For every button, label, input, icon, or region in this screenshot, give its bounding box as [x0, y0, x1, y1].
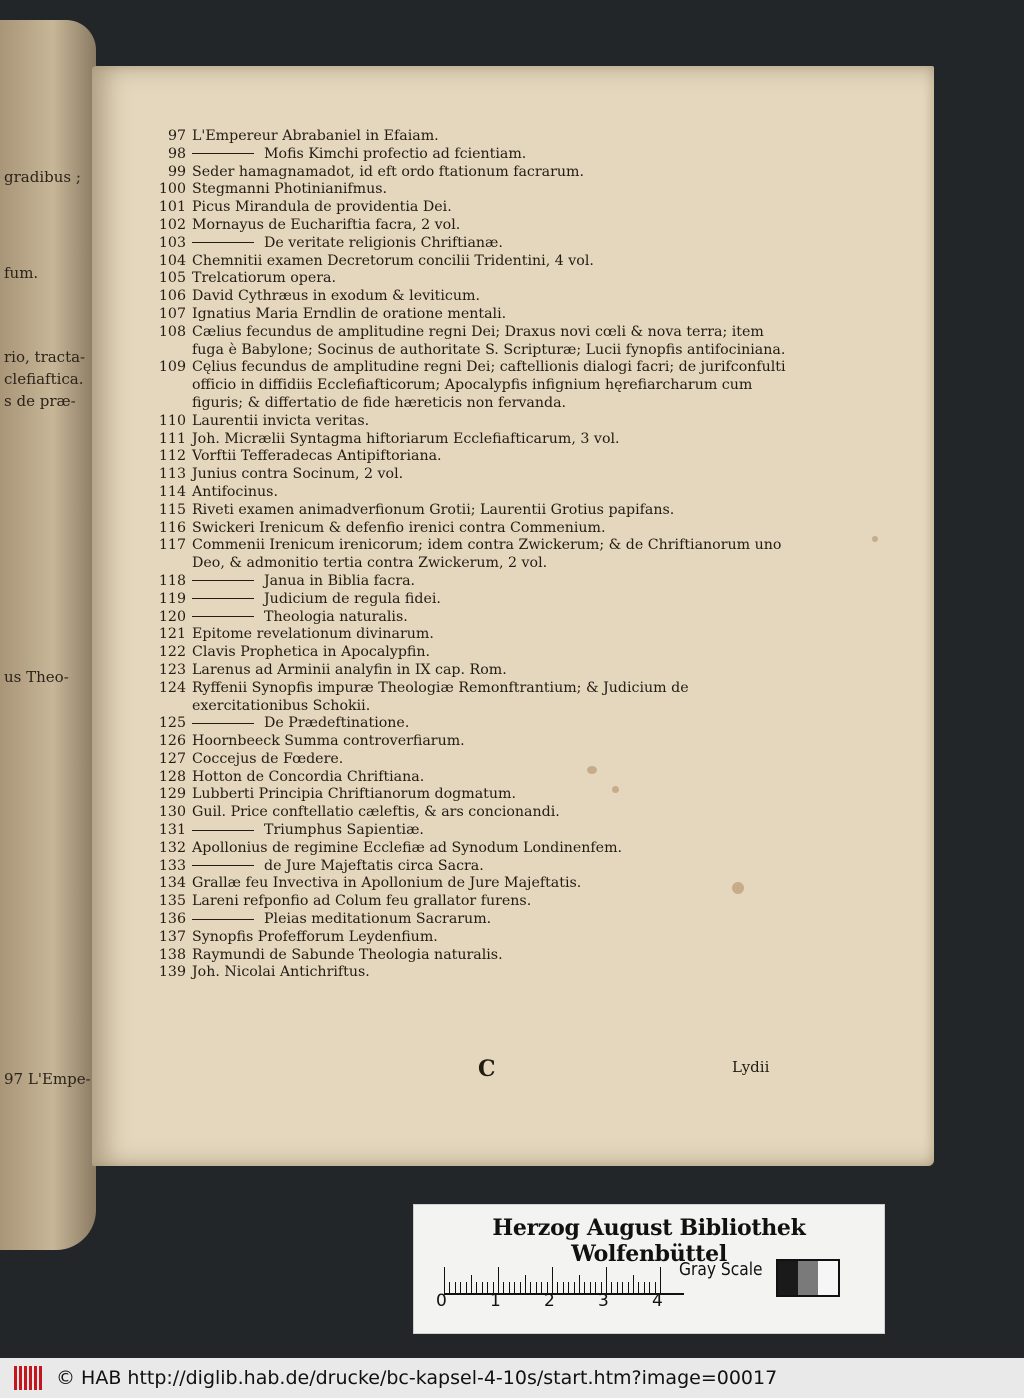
catalogue-entry: [150, 715, 800, 733]
entry-number: 99: [167, 163, 186, 180]
entry-text: Junius contra Socinum, 2 vol.: [192, 466, 404, 483]
signature-mark: C: [478, 1056, 496, 1082]
catalogue-entry: [150, 235, 800, 253]
entry-number: 117: [158, 537, 186, 554]
entry-number: 135: [158, 893, 186, 910]
entry-text: Cęlius fecundus de amplitudine regni Dei; caftellionis dialogi facri; de jurifconfulti officio in diffidiis Ecclefiafticorum; Apocalypfis infignium hęrefiarcharum cum figuris; & differtatio de fide hæreticis non fervanda.: [192, 359, 786, 411]
entry-title: [192, 591, 800, 609]
left-page-fragment: gradibus ;: [4, 168, 81, 186]
entry-text: Laurentii invicta veritas.: [192, 412, 370, 429]
entry-number: 139: [158, 964, 186, 981]
entry-text: De veritate religionis Chriftianæ.: [264, 234, 503, 251]
entry-title: [192, 253, 800, 271]
entry-text: Antifocinus.: [192, 483, 278, 500]
entry-text: Commenii Irenicum irenicorum; idem contra Zwickerum; & de Chriftianorum uno Deo, & admonitio tertia contra Zwickerum, 2 vol.: [192, 537, 782, 572]
catalogue-entry: [150, 609, 800, 627]
entry-title: [192, 484, 800, 502]
catalogue-entry: [150, 875, 800, 893]
catalogue-entry: [150, 911, 800, 929]
entry-title: [192, 466, 800, 484]
catalogue-entry: [150, 591, 800, 609]
entry-number: 108: [158, 323, 186, 340]
entry-number: 109: [158, 359, 186, 376]
ruler-tick: [660, 1267, 661, 1293]
entry-title: [192, 858, 800, 876]
ruler-tick: [444, 1267, 445, 1293]
entry-text: Cælius fecundus de amplitudine regni Dei; Draxus novi cœli & nova terra; item fuga è Babylone; Socinus de authoritate S. Scripturæ; Lucii fynopfis antifociniana.: [192, 323, 786, 358]
ruler-number: 3: [598, 1291, 609, 1311]
entry-number: 107: [158, 305, 186, 322]
entry-title: [192, 573, 800, 591]
entry-text: Ignatius Maria Erndlin de oratione mentali.: [192, 305, 507, 322]
entry-number: 118: [158, 572, 186, 589]
catalogue-entry: [150, 786, 800, 804]
ruler-tick: [498, 1267, 499, 1293]
catalogue-entry: [150, 431, 800, 449]
entry-number: 105: [158, 270, 186, 287]
entry-title: [192, 929, 800, 947]
swatch-gray: [798, 1261, 818, 1295]
entry-text: David Cythræus in exodum & leviticum.: [192, 288, 480, 305]
entry-text: Chemnitii examen Decretorum concilii Tridentini, 4 vol.: [192, 252, 594, 269]
catalogue-entry: [150, 181, 800, 199]
ruler-number: 0: [436, 1291, 447, 1311]
entry-text: Joh. Micrælii Syntagma hiftoriarum Ecclefiafticarum, 3 vol.: [192, 430, 620, 447]
catalogue-entry: [150, 146, 800, 164]
entry-title: [192, 520, 800, 538]
entry-number: 114: [158, 483, 186, 500]
catalogue-entry: [150, 822, 800, 840]
entry-number: 98: [167, 145, 186, 162]
entry-title: [192, 644, 800, 662]
entry-number: 115: [158, 501, 186, 518]
entry-text: Grallæ feu Invectiva in Apollonium de Jure Majeftatis.: [192, 875, 582, 892]
foxing-spot: [872, 536, 878, 542]
entry-number: 101: [158, 199, 186, 216]
ditto-dash: [192, 616, 254, 617]
entry-number: 116: [158, 519, 186, 536]
entry-title: [192, 537, 800, 573]
entry-text: Apollonius de regimine Ecclefiæ ad Synodum Londinenfem.: [192, 839, 623, 856]
entry-number: 106: [158, 288, 186, 305]
ruler-number: 4: [652, 1291, 663, 1311]
entry-title: [192, 324, 800, 360]
entry-title: [192, 181, 800, 199]
entry-title: [192, 680, 800, 716]
entry-number: 119: [158, 590, 186, 607]
entry-number: 138: [158, 946, 186, 963]
entry-number: 121: [158, 626, 186, 643]
entry-title: [192, 609, 800, 627]
footer-bar: [0, 1358, 1024, 1398]
entry-number: 112: [158, 448, 186, 465]
catalogue-entry: [150, 947, 800, 965]
left-page-fragment: fum.: [4, 264, 39, 282]
ditto-dash: [192, 830, 254, 831]
entry-title: [192, 840, 800, 858]
entry-number: 103: [158, 234, 186, 251]
entry-title: [192, 964, 800, 982]
entry-text: Clavis Prophetica in Apocalypfin.: [192, 644, 431, 661]
entry-number: 100: [158, 181, 186, 198]
entry-number: 136: [158, 911, 186, 928]
entry-title: [192, 911, 800, 929]
catalogue-entry: [150, 733, 800, 751]
entry-title: [192, 626, 800, 644]
catalogue-entry: [150, 751, 800, 769]
entry-text: Triumphus Sapientiæ.: [264, 822, 424, 839]
entry-title: [192, 413, 800, 431]
entry-title: [192, 769, 800, 787]
catalogue-entry: [150, 537, 800, 573]
entry-number: 125: [158, 715, 186, 732]
catalogue-entry: [150, 164, 800, 182]
catalogue-entry: [150, 217, 800, 235]
left-page: [0, 20, 96, 1250]
entry-text: Janua in Biblia facra.: [264, 572, 416, 589]
entry-text: Vorftii Tefferadecas Antipiftoriana.: [192, 448, 442, 465]
catalogue-entry: [150, 626, 800, 644]
entry-text: Pleias meditationum Sacrarum.: [264, 911, 492, 928]
entry-text: Swickeri Irenicum & defenfio irenici contra Commenium.: [192, 519, 606, 536]
catalogue-list: [150, 128, 800, 982]
entry-number: 128: [158, 768, 186, 785]
catalogue-entry: [150, 253, 800, 271]
catalogue-entry: [150, 466, 800, 484]
catalogue-entry: [150, 502, 800, 520]
ditto-dash: [192, 865, 254, 866]
entry-title: [192, 448, 800, 466]
catalogue-entry: [150, 128, 800, 146]
left-page-fragment: clefiaftica.: [4, 370, 84, 388]
entry-number: 131: [158, 822, 186, 839]
ditto-dash: [192, 242, 254, 243]
entry-number: 123: [158, 661, 186, 678]
entry-title: [192, 947, 800, 965]
entry-title: [192, 715, 800, 733]
entry-number: 102: [158, 216, 186, 233]
entry-text: Ryffenii Synopfis impuræ Theologiæ Remonftrantium; & Judicium de exercitationibus Schokii.: [192, 679, 689, 714]
entry-text: L'Empereur Abrabaniel in Efaiam.: [192, 128, 439, 144]
entry-text: Raymundi de Sabunde Theologia naturalis.: [192, 946, 503, 963]
footer-link[interactable]: © HAB http://diglib.hab.de/drucke/bc-kapsel-4-10s/start.htm?image=00017: [56, 1367, 778, 1389]
left-page-fragment: us Theo-: [4, 668, 69, 686]
catalogue-entry: [150, 964, 800, 982]
entry-number: 104: [158, 252, 186, 269]
entry-number: 130: [158, 804, 186, 821]
entry-text: Hotton de Concordia Chriftiana.: [192, 768, 425, 785]
entry-text: Hoornbeeck Summa controverfiarum.: [192, 733, 465, 750]
entry-title: [192, 359, 800, 412]
entry-number: 122: [158, 644, 186, 661]
catalogue-entry: [150, 359, 800, 412]
ruler-number: 1: [490, 1291, 501, 1311]
entry-title: [192, 128, 800, 146]
entry-text: Judicium de regula fidei.: [264, 590, 441, 607]
entry-title: [192, 217, 800, 235]
catalogue-entry: [150, 644, 800, 662]
entry-number: 110: [158, 412, 186, 429]
library-color-card: [413, 1204, 885, 1334]
entry-title: [192, 822, 800, 840]
entry-text: Coccejus de Fœdere.: [192, 750, 344, 767]
entry-text: Trelcatiorum opera.: [192, 270, 337, 287]
ruler-tick: [552, 1267, 553, 1293]
entry-text: Theologia naturalis.: [264, 608, 408, 625]
entry-title: [192, 804, 800, 822]
ruler-tick: [606, 1267, 607, 1293]
ditto-dash: [192, 919, 254, 920]
entry-title: [192, 235, 800, 253]
catchword: Lydii: [732, 1058, 770, 1076]
catalogue-entry: [150, 520, 800, 538]
library-name: Herzog August Bibliothek Wolfenbüttel: [492, 1215, 806, 1267]
entry-number: 132: [158, 839, 186, 856]
entry-number: 97: [167, 128, 186, 144]
catalogue-entry: [150, 858, 800, 876]
entry-text: Epitome revelationum divinarum.: [192, 626, 434, 643]
entry-number: 126: [158, 733, 186, 750]
entry-number: 120: [158, 608, 186, 625]
ditto-dash: [192, 153, 254, 154]
entry-title: [192, 199, 800, 217]
entry-text: Guil. Price conftellatio cæleftis, & ars concionandi.: [192, 804, 560, 821]
entry-number: 137: [158, 928, 186, 945]
entry-title: [192, 875, 800, 893]
entry-number: 133: [158, 857, 186, 874]
entry-title: [192, 431, 800, 449]
left-page-fragment: rio, tracta-: [4, 348, 86, 366]
entry-title: [192, 146, 800, 164]
entry-text: Riveti examen animadverfionum Grotii; Laurentii Grotius papifans.: [192, 501, 675, 518]
entry-text: de Jure Majeftatis circa Sacra.: [264, 857, 484, 874]
entry-title: [192, 733, 800, 751]
entry-number: 113: [158, 466, 186, 483]
gray-scale-label: Gray Scale: [679, 1259, 763, 1280]
catalogue-entry: [150, 270, 800, 288]
entry-number: 111: [158, 430, 186, 447]
entry-title: [192, 270, 800, 288]
entry-text: Joh. Nicolai Antichriftus.: [192, 964, 370, 981]
catalogue-entry: [150, 484, 800, 502]
entry-text: Larenus ad Arminii analyfin in IX cap. Rom.: [192, 661, 507, 678]
gray-scale-swatches: [776, 1259, 840, 1297]
ditto-dash: [192, 580, 254, 581]
catalogue-entry: [150, 413, 800, 431]
entry-text: Mofis Kimchi profectio ad fcientiam.: [264, 145, 527, 162]
entry-text: Seder hamagnamadot, id eft ordo ftationum facrarum.: [192, 163, 584, 180]
entry-title: [192, 751, 800, 769]
entry-text: De Prædeftinatione.: [264, 715, 410, 732]
catalogue-entry: [150, 448, 800, 466]
entry-title: [192, 786, 800, 804]
left-page-fragment: s de præ-: [4, 392, 76, 410]
entry-number: 127: [158, 750, 186, 767]
entry-text: Stegmanni Photinianifmus.: [192, 181, 388, 198]
entry-title: [192, 502, 800, 520]
entry-title: [192, 164, 800, 182]
ditto-dash: [192, 723, 254, 724]
entry-title: [192, 306, 800, 324]
catalogue-entry: [150, 840, 800, 858]
entry-title: [192, 662, 800, 680]
entry-text: Picus Mirandula de providentia Dei.: [192, 199, 452, 216]
ruler-numbers: [436, 1291, 696, 1315]
left-page-fragment: 97 L'Empe-: [4, 1070, 91, 1088]
hab-logo-icon: [8, 1364, 48, 1392]
ditto-dash: [192, 598, 254, 599]
entry-text: Mornayus de Euchariftia facra, 2 vol.: [192, 216, 461, 233]
catalogue-entry: [150, 288, 800, 306]
catalogue-entry: [150, 680, 800, 716]
catalogue-entry: [150, 662, 800, 680]
catalogue-entry: [150, 893, 800, 911]
entry-number: 124: [158, 679, 186, 696]
entry-number: 129: [158, 786, 186, 803]
entry-title: [192, 288, 800, 306]
swatch-black: [778, 1261, 798, 1295]
entry-text: Lubberti Principia Chriftianorum dogmatum.: [192, 786, 516, 803]
entry-text: Synopfis Profefforum Leydenfium.: [192, 928, 438, 945]
ruler-number: 2: [544, 1291, 555, 1311]
catalogue-entry: [150, 769, 800, 787]
catalogue-entry: [150, 804, 800, 822]
catalogue-entry: [150, 324, 800, 360]
entry-title: [192, 893, 800, 911]
catalogue-entry: [150, 929, 800, 947]
catalogue-entry: [150, 306, 800, 324]
entry-text: Lareni refponfio ad Colum feu grallator furens.: [192, 893, 532, 910]
swatch-white: [818, 1261, 838, 1295]
catalogue-entry: [150, 573, 800, 591]
entry-number: 134: [158, 875, 186, 892]
catalogue-entry: [150, 199, 800, 217]
